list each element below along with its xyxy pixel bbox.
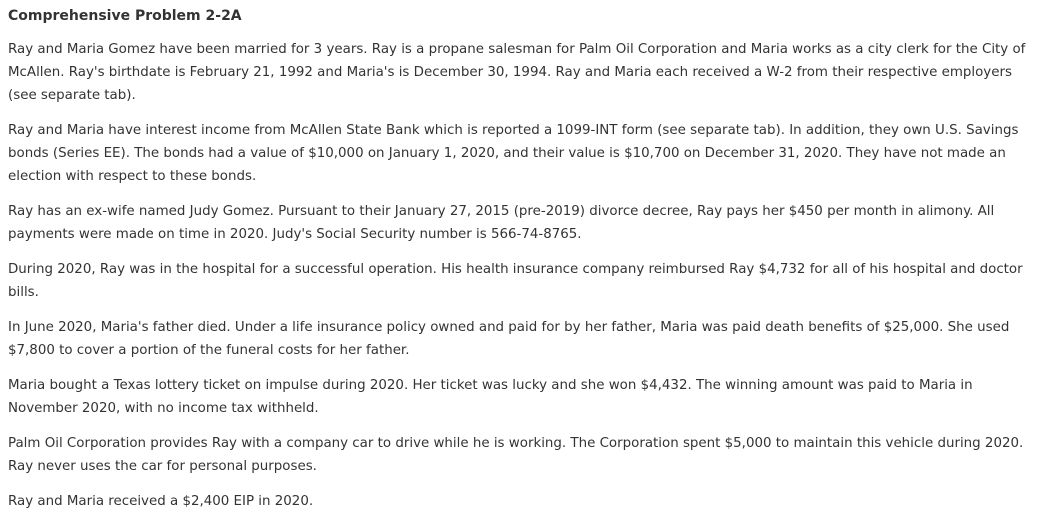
paragraph-life-insurance: In June 2020, Maria's father died. Under a life insurance policy owned and paid for by her father, Maria was paid death benefits of $25,000. She used $7,800 to cover a portion of the funeral costs for her father. — [8, 320, 1010, 358]
paragraph-lottery: Maria bought a Texas lottery ticket on impulse during 2020. Her ticket was lucky and she won $4,432. The winning amount was paid to Maria in November 2020, with no income tax withheld. — [8, 378, 973, 416]
paragraph-interest-savings-bonds: Ray and Maria have interest income from McAllen State Bank which is reported a 1099-INT form (see separate tab). In addition, they own U.S. Savings bonds (Series EE). The bonds had a value of $10,000 on January 1, 2020, and their value is $10,700 on December 31, 2020. They have not made an election with respect to these bonds. — [8, 123, 1019, 184]
paragraph-hospital-reimbursement: During 2020, Ray was in the hospital for a successful operation. His health insurance company reimbursed Ray $4,732 for all of his hospital and doctor bills. — [8, 262, 1023, 300]
paragraph-eip: Ray and Maria received a $2,400 EIP in 2020. — [8, 494, 314, 509]
problem-title: Comprehensive Problem 2-2A — [8, 8, 242, 24]
paragraph-alimony: Ray has an ex-wife named Judy Gomez. Pursuant to their January 27, 2015 (pre-2019) divorce decree, Ray pays her $450 per month in alimony. All payments were made on time in 2020. Judy's Social Security number is 566-74-8765. — [8, 204, 995, 242]
paragraph-marriage-employment: Ray and Maria Gomez have been married for 3 years. Ray is a propane salesman for Palm Oil Corporation and Maria works as a city clerk for the City of McAllen. Ray's birthdate is February 21, 1992 and Maria's is December 30, 1994. Ray and Maria each received a W-2 from their respective employers (see separate tab). — [8, 42, 1026, 103]
paragraph-company-car: Palm Oil Corporation provides Ray with a company car to drive while he is working. The Corporation spent $5,000 to maintain this vehicle during 2020. Ray never uses the car for personal purposes. — [8, 436, 1024, 474]
